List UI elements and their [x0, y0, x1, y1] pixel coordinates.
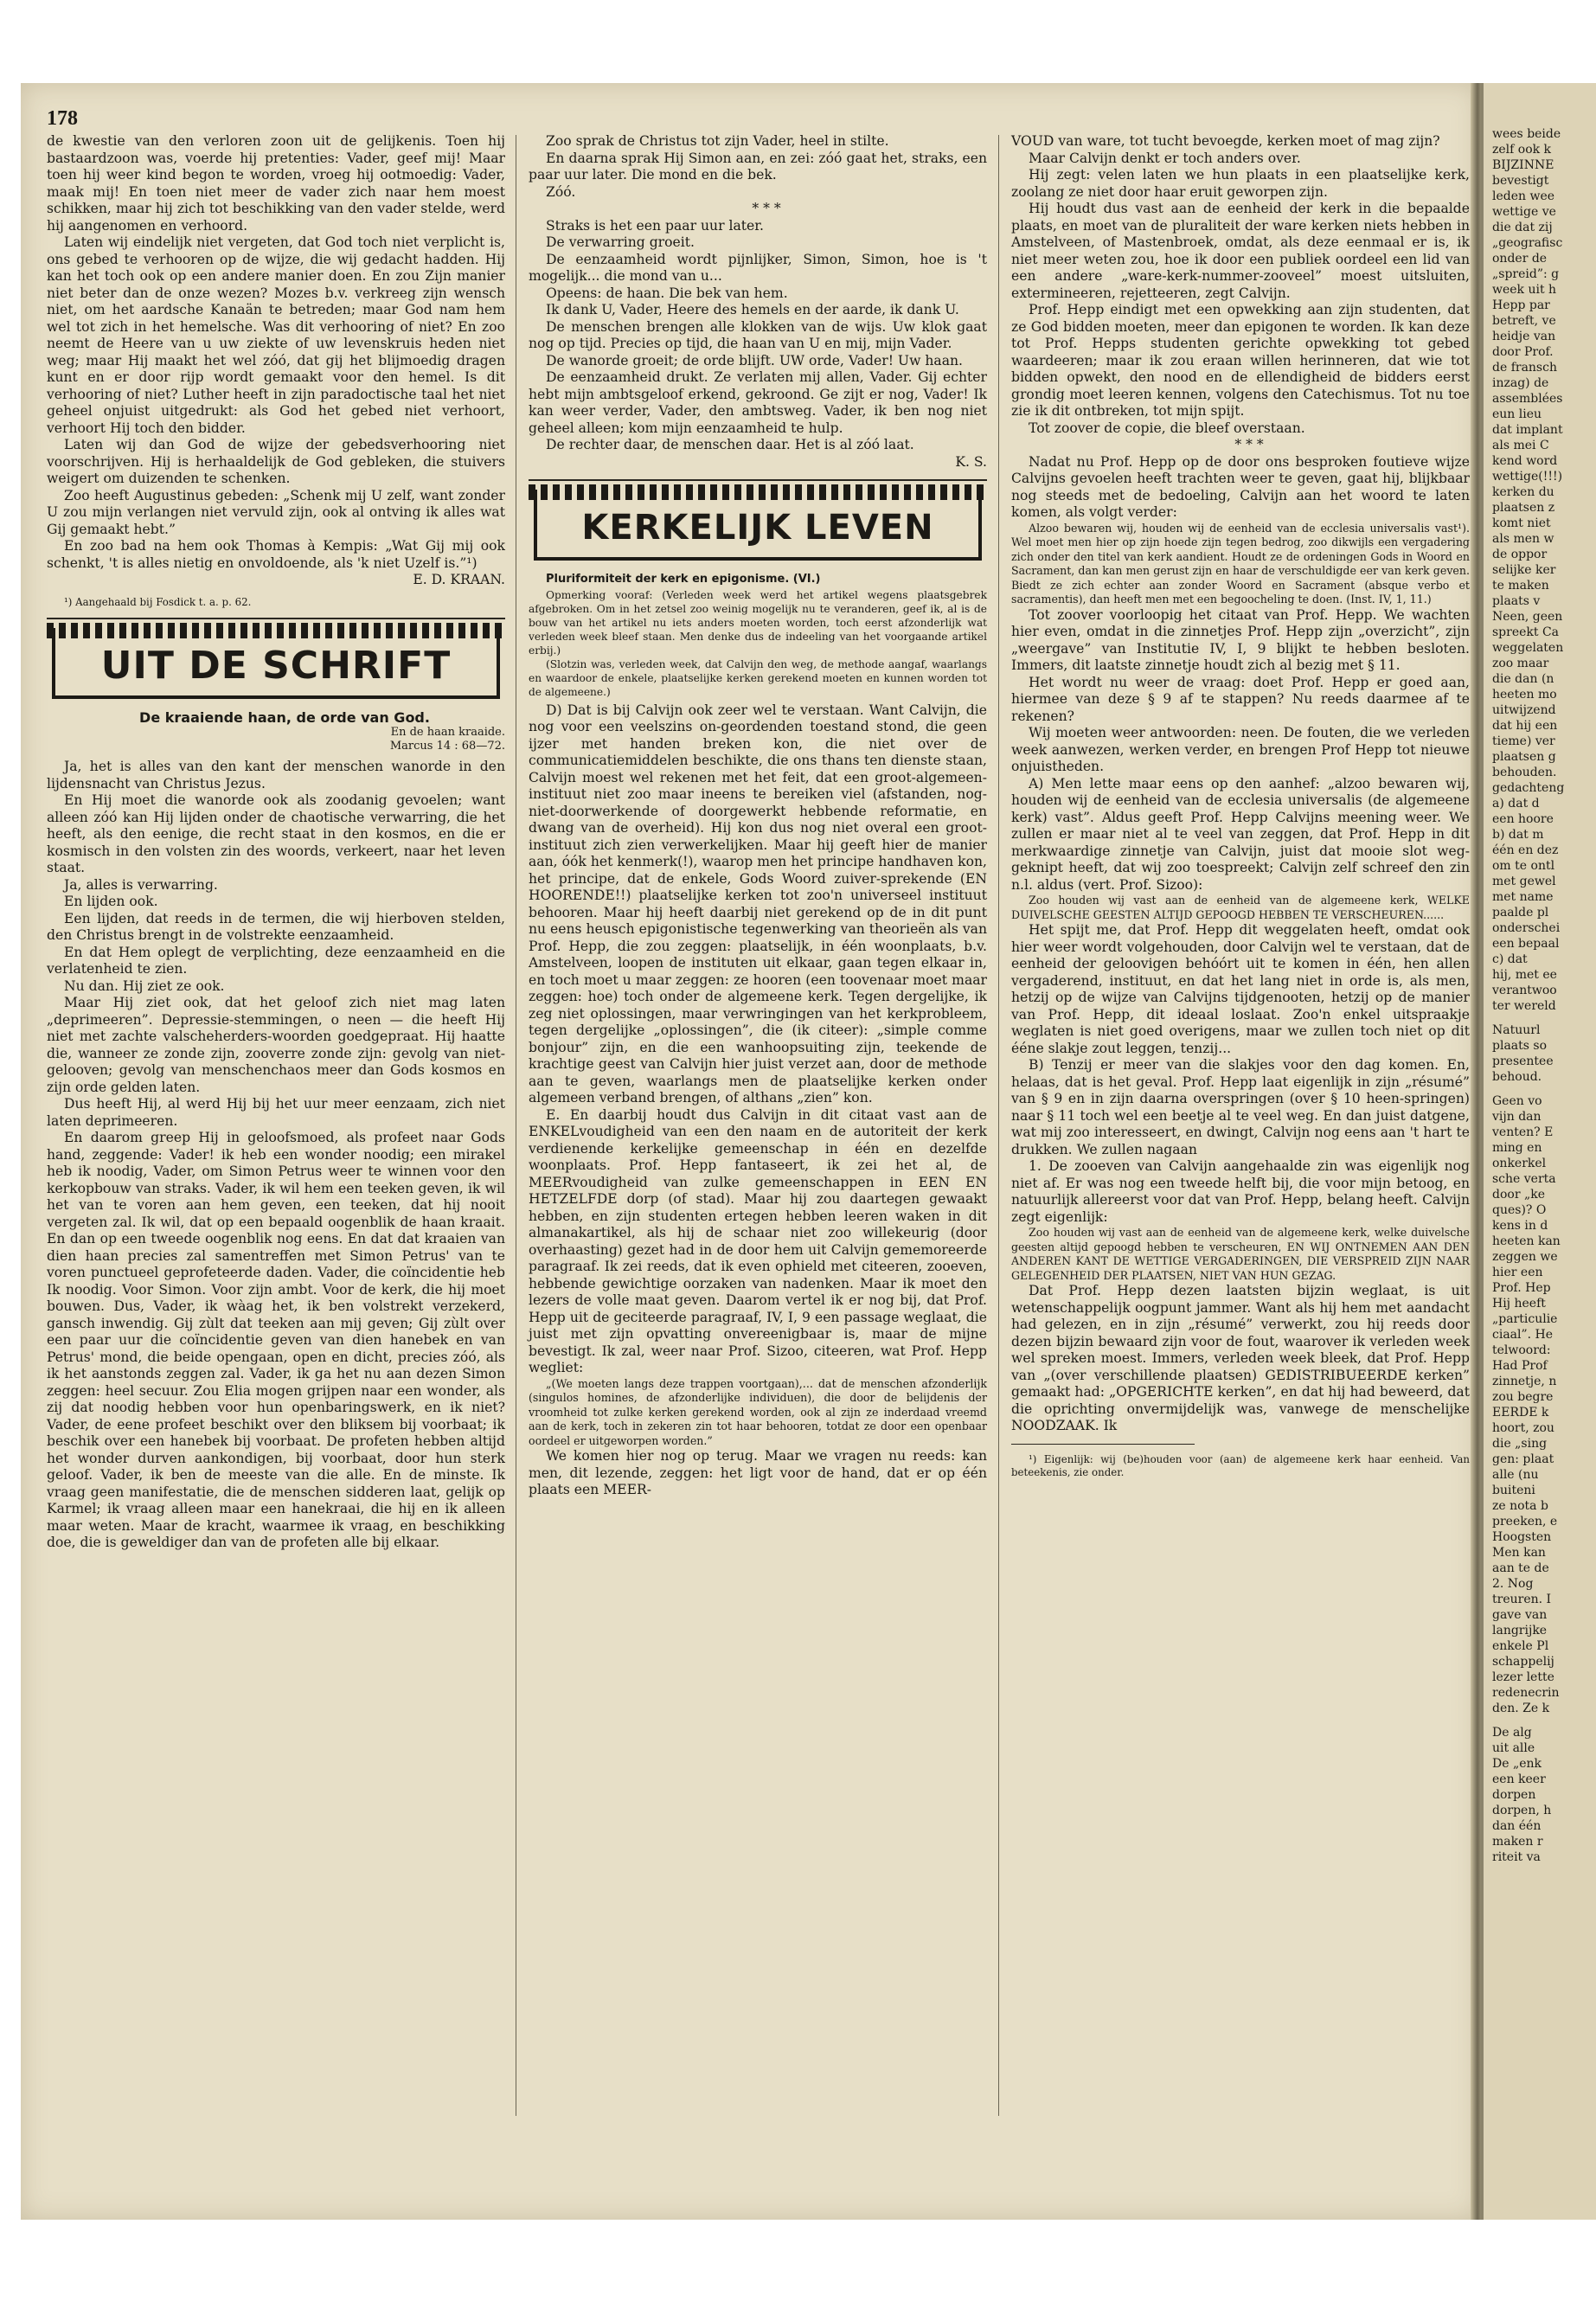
facing-page-line: buiteni: [1492, 1484, 1535, 1497]
facing-page-line: behoud.: [1492, 1070, 1542, 1084]
facing-page-line: door Prof.: [1492, 345, 1554, 359]
block-quote: Alzoo bewaren wij, houden wij de eenheid van de ecclesia universalis vast¹). Wel moet men hier op zijn hoede zijn tegen bedrog, zoo dikwijls een vergadering zich onder den titel van kerk aandient. Houdt ze de ordeningen Gods in Woord en Sacrament, dan kan men gerust zijn en haar de verschuldigde eer van kerk geven. Biedt ze zich echter aan zonder Woord en Sacrament (absque verbo et sacramentis), dan heeft men met een begoocheling te doen. (Inst. IV, 1, 11.): [1011, 521, 1470, 606]
facing-page-line: leden wee: [1492, 189, 1555, 203]
paragraph: de kwestie van den verloren zoon uit de gelijkenis. Toen hij bastaardzoon was, voerde hij pretenties: Vader, geef mij! Maar toen hij weer kind begon te worden, vroeg hij ootmoedig: Vader, maak mij! En toen niet meer de vader zich naar hem moest schikken, maar hij zich tot beschikking van den vader stelde, werd hij aangenomen en verhoord.: [47, 133, 505, 234]
facing-page-line: dat hij een: [1492, 719, 1558, 733]
facing-page-line: maken r: [1492, 1835, 1543, 1849]
poem-line: De wanorde groeit; de orde blijft. UW orde, Vader! Uw haan.: [546, 352, 964, 369]
facing-page-line: kerken du: [1492, 485, 1554, 499]
facing-page-line: hij, met ee: [1492, 968, 1557, 982]
paragraph: En daarna sprak Hij Simon aan, en zei: zóó gaat het, straks, een paar uur later. Die mond en die bek.: [529, 150, 987, 183]
paragraph: Prof. Hepp eindigt met een opwekking aan zijn studenten, dat ze God bidden moeten, meer dan epigonen te worden. Ik kan deze tot Prof. Hepps studenten gerichte opwekking tot gebed waardeeren; maar ik zou eraan willen herinneren, dat wie tot bidden opwekt, den nood en de ellendigheid de bidders eerst grondig moet leeren kennen, volgens den Catechismus. Tot nu toe zie ik dit ontbreken, tot mijn spijt.: [1011, 302, 1470, 419]
facing-page-line: De „enk: [1492, 1757, 1542, 1771]
newspaper-page: [21, 83, 1478, 2220]
paragraph: Tot zoover de copie, die bleef overstaan.: [1029, 420, 1305, 436]
paragraph: E. En daarbij houdt dus Calvijn in dit citaat vast aan de ENKELvoudigheid van een den naam en de autoriteit der kerk verdienende kerkelijke gemeenschap in één en dezelfde woonplaats. Prof. Hepp fantaseert, ik zei het al, de MEERvoudigheid van zulke gemeenschappen in EEN EN HETZELFDE dorp (of stad). Maar hij zou daartegen gewaakt hebben, en zijn studenten ertegen hebben leeren waken in dit almanakartikel, als hij de schaar niet zoo willekeurig (door overhaasting) gezet had in de door hem uit Calvijn gememoreerde paragraaf. Ik zei reeds, dat ik even ophield met citeeren, zooeven, hebbende gewichtige oorzaken van nadenken. Maar ik moet den lezers de volle maat geven. Daarom vertel ik er nog bij, dat Prof. Hepp uit de geciteerde paragraaf, IV, I, 9 een passage weglaat, die juist met zijn opvatting onvereenigbaar is, maar de mijne bevestigt. Ik zal, weer naar Prof. Sizoo, citeeren, wat Prof. Hepp wegliet:: [529, 1106, 987, 1375]
facing-page-line: die dat zij: [1492, 221, 1553, 234]
paragraph: Het wordt nu weer de vraag: doet Prof. Hepp er goed aan, hiermee van deze § 9 af te stappen? Nu reeds daarmee af te rekenen?: [1011, 674, 1470, 724]
facing-page-line: uitwijzend: [1492, 703, 1556, 717]
facing-page-line: Geen vo: [1492, 1094, 1542, 1108]
facing-page-line: sche verta: [1492, 1172, 1556, 1186]
facing-page-line: plaats so: [1492, 1039, 1548, 1053]
intro-note: (Slotzin was, verleden week, dat Calvijn den weg, de methode aangaf, waarlangs en waardoor de enkele, plaatselijke kerken gerekend moeten en kunnen worden tot de algemeene.): [529, 657, 987, 698]
paragraph: Tot zoover voorloopig het citaat van Prof. Hepp. We wachten hier even, omdat in die zinnetjes Prof. Hepp zijn „overzicht”, zijn „weergave” van Institutie IV, I, 9 blijkt te hebben besloten. Immers, dit laatste zinnetje houdt zich al bezig met § 11.: [1011, 606, 1470, 673]
facing-page-line: onkerkel: [1492, 1157, 1547, 1170]
facing-page-line: om te ontl: [1492, 859, 1555, 873]
facing-page-line: kens in d: [1492, 1219, 1548, 1233]
facing-page-line: de oppor: [1492, 548, 1548, 561]
footnote: ¹) Aangehaald bij Fosdick t. a. p. 62.: [64, 595, 252, 608]
facing-page-line: gedachteng: [1492, 781, 1565, 795]
column-3: [1011, 133, 1470, 1479]
facing-page-line: telwoord:: [1492, 1343, 1551, 1357]
facing-page-line: Prof. Hep: [1492, 1281, 1551, 1295]
facing-page-line: Hepp par: [1492, 298, 1550, 312]
facing-page-line: lezer lette: [1492, 1670, 1554, 1684]
facing-page-line: De alg: [1492, 1726, 1532, 1740]
facing-page-line: Hij heeft: [1492, 1297, 1546, 1311]
facing-page-line: komt niet: [1492, 516, 1551, 530]
divider: [529, 479, 987, 481]
facing-page-line: redenecrin: [1492, 1686, 1560, 1700]
facing-page-line: selijke ker: [1492, 563, 1556, 577]
facing-page-line: eun lieu: [1492, 407, 1542, 421]
paragraph: En zoo bad na hem ook Thomas à Kempis: „Wat Gij mij ook schenkt, 't is alles nietig en onvoldoende, als 'k niet Uzelf is.”¹): [47, 538, 505, 571]
facing-page: [1481, 83, 1596, 2220]
poem-line: Straks is het een paar uur later.: [546, 217, 764, 234]
motto-text: En de haan kraaide.: [390, 726, 505, 739]
footnote: ¹) Eigenlijk: wij (be)houden voor (aan) de algemeene kerk haar eenheid. Van beteekenis, zie onder.: [1011, 1452, 1470, 1478]
paragraph: En dat Hem oplegt de verplichting, deze eenzaamheid en die verlatenheid te zien.: [47, 944, 505, 977]
facing-page-line: zoo maar: [1492, 657, 1549, 670]
paragraph: Nu dan. Hij ziet ze ook.: [64, 977, 225, 994]
section-stars: * * *: [1234, 437, 1264, 452]
facing-page-line: die „sing: [1492, 1437, 1548, 1451]
divider: [47, 618, 505, 619]
facing-page-line: „geografisc: [1492, 236, 1563, 250]
facing-page-line: betreft, ve: [1492, 314, 1556, 328]
facing-page-line: ciaal”. He: [1492, 1328, 1554, 1342]
facing-page-line: week uit h: [1492, 283, 1557, 297]
section-title: KERKELIJK LEVEN: [581, 508, 934, 548]
facing-page-line: dorpen, h: [1492, 1804, 1552, 1817]
paragraph: Laten wij eindelijk niet vergeten, dat God toch niet verplicht is, ons gebed te verhooren op de wijze, die wij gedacht hadden. Hij kan het toch ook op een andere manier doen. En zou Zijn manier niet beter dan de onze wezen? Mozes b.v. verkreeg zijn wensch niet, om het aardsche Kanaän te betreden; maar God nam hem wel tot zich in het hemelsche. Was dit verhooring of niet? En zoo neemt de Heere van u uw ziekte of uw levenskruis heden niet weg; maar Hij maakt het wel zóó, dat gij het blijmoedig dragen kunt en er door rijp wordt gemaakt voor den hemel. Is dit verhooring of niet? Luther heeft in zijn paradoctische taal het niet geheel onjuist uitgedrukt: als God het gebed niet verhoort, verhoort Hij toch den bidder.: [47, 234, 505, 436]
facing-page-line: met name: [1492, 890, 1554, 904]
facing-page-line: door „ke: [1492, 1188, 1545, 1202]
signature: K. S.: [955, 453, 987, 470]
paragraph: Het spijt me, dat Prof. Hepp dit weggelaten heeft, omdat ook hier weer wordt volgehouden, door Calvijn wel te verstaan, dat de eenheid der geloovigen behóórt uit te komen in één, hen allen vergaderend, instituut, en dat het lang niet in orde is, als men, hetzij op de wijze van Calvijns tijdgenooten, hetzij op de manier van Prof. Hepp, dit ideaal loslaat. Zoo'n enkel uitspraakje weglaten is niet goed overigens, maar we zullen toch niet op dit ééne slakje zout leggen, tenzij...: [1011, 922, 1470, 1056]
poem-line: De menschen brengen alle klokken van de wijs. Uw klok gaat nog op tijd. Precies op tijd, die haan van U en mij, mijn Vader.: [529, 318, 987, 351]
facing-page-line: de fransch: [1492, 361, 1557, 375]
paragraph: Zoo heeft Augustinus gebeden: „Schenk mij U zelf, want zonder U zou mijn verlangen niet vervuld zijn, ook al ontving ik alles wat Gij gemaakt hebt.”: [47, 487, 505, 537]
facing-page-line: aan te de: [1492, 1561, 1549, 1575]
page-number: 178: [47, 107, 78, 130]
facing-page-line: [1484, 1014, 1596, 1022]
block-quote: „(We moeten langs deze trappen voortgaan),... dat de menschen afzonderlijk (singulos homines, de afzonderlijke individuen), die door de belijdenis der vroomheid tot zulke kerken gerekend worden, ook al zijn ze inderdaad vreemd aan de kerk, toch in zekeren zin tot haar behooren, totdat ze door een openbaar oordeel er uitgeworpen worden.”: [529, 1376, 987, 1447]
poem-line: De verwarring groeit.: [546, 234, 695, 250]
paragraph: Zoo sprak de Christus tot zijn Vader, heel in stilte.: [546, 133, 889, 149]
facing-page-line: een keer: [1492, 1772, 1546, 1786]
facing-page-line: één en dez: [1492, 843, 1559, 857]
facing-page-line: uit alle: [1492, 1741, 1535, 1755]
facing-page-line: a) dat d: [1492, 797, 1540, 811]
facing-page-line: kend word: [1492, 454, 1558, 468]
facing-page-line: spreekt Ca: [1492, 625, 1560, 639]
column-1: [47, 133, 505, 1552]
facing-page-line: als mei C: [1492, 439, 1549, 452]
facing-page-line: weggelaten: [1492, 641, 1564, 655]
poem-line: De eenzaamheid wordt pijnlijker, Simon, Simon, hoe is 't mogelijk... die mond van u...: [529, 251, 987, 284]
facing-page-line: enkele Pl: [1492, 1639, 1549, 1653]
facing-page-line: met gewel: [1492, 875, 1556, 888]
paragraph: Dat Prof. Hepp dezen laatsten bijzin weglaat, is uit wetenschappelijk oogpunt jammer. Want als hij hem met aandacht had gelezen, en in zijn „résumé” verwerkt, zou hij reeds door dezen bijzin bewaard zijn voor de fout, waarover ik verleden week wel spreken moest. Immers, verleden week bleek, dat Prof. Hepp van „(over verschillende plaatsen) GEDISTRIBUEERDE kerken” gemaakt had: „OPGERICHTE kerken”, en dat hij had beweerd, dat die oprichting onvermijdelijk was, vanwege de menschelijke NOODZAAK. Ik: [1011, 1283, 1470, 1433]
facing-page-line: zou begre: [1492, 1390, 1554, 1404]
facing-page-line: dorpen: [1492, 1788, 1536, 1802]
facing-page-line: venten? E: [1492, 1125, 1554, 1139]
signature: E. D. KRAAN.: [413, 572, 505, 587]
paragraph: Ja, het is alles van den kant der menschen wanorde in den lijdensnacht van Christus Jezus.: [47, 759, 505, 792]
facing-page-line: plaatsen g: [1492, 750, 1556, 764]
facing-page-line: ter wereld: [1492, 999, 1556, 1013]
facing-page-line: paalde pl: [1492, 906, 1549, 920]
motto-reference: Marcus 14 : 68—72.: [389, 740, 505, 753]
paragraph: Maar Hij ziet ook, dat het geloof zich niet mag laten „deprimeeren”. Depressie-stemmingen, o neen — die heeft Hij niet met zachte valscheherders-woorden goedgepraat. Hij haatte die, wanneer ze zonde zijn, zooverre zonde zijn: gevolg van niet-gelooven; gevolg van menschenchaos meer dan Gods kosmos en zijn orde gelden laten.: [47, 995, 505, 1095]
facing-page-line: plaats v: [1492, 594, 1541, 608]
paragraph: Wij moeten weer antwoorden: neen. De fouten, die we verleden week aanwezen, werken verder, en brengen Prof Hepp tot nieuwe onjuistheden.: [1011, 725, 1470, 774]
article-title: Pluriformiteit der kerk en epigonisme. (VI.): [546, 573, 821, 586]
facing-page-line: Hoogsten: [1492, 1530, 1552, 1544]
facing-page-line: tieme) ver: [1492, 734, 1555, 748]
facing-page-line: wettige ve: [1492, 205, 1556, 219]
paragraph: Hij houdt dus vast aan de eenheid der kerk in die bepaalde plaats, en moet van de pluraliteit der ware kerken niets hebben in Amstelveen, of Mastenbroek, omdat, als deze eenmaal er is, ik niet meer weten zou, hoe ik door een publiek oordeel een lid van een andere „ware-kerk-nummer-zooveel” moest uitsluiten, extermineeren, rejetteeren, zegt Calvijn.: [1011, 201, 1470, 301]
facing-page-line: heeten mo: [1492, 688, 1557, 702]
paragraph: We komen hier nog op terug. Maar we vragen nu reeds: kan men, dit lezende, zeggen: het ligt voor de hand, dat er op één plaats een MEER-: [529, 1448, 987, 1497]
facing-page-line: treuren. I: [1492, 1593, 1552, 1606]
facing-page-line: assemblées: [1492, 392, 1563, 406]
facing-page-line: 2. Nog: [1492, 1577, 1534, 1591]
paragraph: 1. De zooeven van Calvijn aangehaalde zin was eigenlijk nog niet af. Er was nog een tweede helft bij, die voor mijn betoog, en natuurlijk allereerst voor dat van Prof. Hepp, belang heeft. Calvijn zegt eigenlijk:: [1011, 1158, 1470, 1225]
poem-line: De eenzaamheid drukt. Ze verlaten mij allen, Vader. Gij echter hebt mijn ambtsgeloof erkend, gekroond. Ge zijt er nog, Vader! Ik kan weer verder, Vader, den ambtsweg. Vader, ik ben nog niet geheel alleen; kom mijn eenzaamheid te hulp.: [529, 369, 987, 436]
facing-page-line: BIJZINNE: [1492, 158, 1554, 172]
facing-page-line: wees beide: [1492, 127, 1561, 141]
facing-page-line: bevestigt: [1492, 174, 1549, 188]
facing-page-line: b) dat m: [1492, 828, 1544, 842]
facing-page-line: Neen, geen: [1492, 610, 1563, 624]
facing-page-line: als men w: [1492, 532, 1554, 546]
facing-page-line: zinnetje, n: [1492, 1375, 1557, 1388]
facing-page-line: vijn dan: [1492, 1110, 1542, 1124]
paragraph: En daarom greep Hij in geloofsmoed, als profeet naar Gods hand, zeggende: Vader! ik heb een wonder noodig; een mirakel heb ik noodig, Vader, om Simon Petrus weer te winnen voor den kerkopbouw van straks. Vader, ik wil hem een teeken geven, ik wil het van te voren aan hem geven, een teeken, dat hij nooit vergeten zal. Ik wil, dat op een bepaald oogenblik de haan kraait. En dan op een tweede oogenblik nog eens. En dat dat kraaien van dien haan precies zal samentreffen met Simon Petrus' van te voren punctueel geprofeteerde daden. Vader, die coïncidentie heb Ik noodig. Voor Simon. Voor zijn ambt. Voor de kerk, die hij moet bouwen. Dus, Vader, ik wàag het, ik ben volstrekt verzekerd, gansch inwendig. Gij zùlt dat teeken aan mij geven; Gij zùlt over een paar uur die coïncidentie geven van dien hanebek en van Petrus' mond, die beide opengaan, open en dicht, precies zóó, als ik het aanstonds zeggen zal. Vader, ik ga het nu aan dezen Simon zeggen: heel secuur. Zou Elia mogen grijpen naar een wonder, als zij dat noodig hebben voor hun openbaringswerk, en ik niet? Vader, de eene profeet beschikt over den bliksem bij voorbaat; ik beschik over een hanebek bij voorbaat. De profeten hebben altijd het wonder durven aankondigen, bij voorbaat, door hun sterk geloof. Vader, ik ben de meeste van die alle. En de minste. Ik vraag geen manifestatie, die de menschen sidderen laat, gelijk op Karmel; ik vraag alleen maar een hanekraai, die hij en ik alleen maar weten. Maar de kracht, waarmee ik vraag, en beschikking doe, die is geweldiger dan van de profeten alle bij elkaar.: [47, 1130, 505, 1550]
section-stars: * * *: [752, 201, 781, 216]
paragraph: Maar Calvijn denkt er toch anders over.: [1029, 150, 1301, 166]
paragraph: D) Dat is bij Calvijn ook zeer wel te verstaan. Want Calvijn, die nog voor een veelszins on-geordenden toestand stond, die geen ijzer met handen breken kon, die niet over de communicatiemiddelen beschikte, die ons thans ten dienste staan, Calvijn moest wel rekenen met het feit, dat een groot-algemeen-instituut niet zoo maar ineens te bereiken viel (afstanden, nog-niet-doorwerkende of doorgewerkt hebbende reformatie, en dwang van de overheid). Hij kon dus nog niet overal een groot-instituut zich zien verwerkelijken. Maar hij geeft hier de manier aan, óók het kenmerk(!), waarop men het principe handhaven kon, het principe, dat de enkele, Gods Woord zuiver-sprekende (EN HOORENDE!!) plaatselijke kerken tot zoo'n universeel instituut behooren. Maar hij heeft daarbij niet gerekend op de in dit punt nu eens heusch epigonistische tegenwerking van theorieën als van Prof. Hepp, die zou zeggen: plaatselijk, in één woonplaats, b.v. Amstelveen, loopen de instituten uit elkaar, gaan tegen elkaar in, en toch moet u maar zeggen: ze hooren (een toovenaar moet maar zeggen: hoe) toch onder de algemeene kerk. Tegen dergelijke, ik zeg niet oplossingen, maar verwringingen van het kerkprobleem, tegen dergelijke „oplossingen”, die (ik citeer): „simple comme bonjour” zijn, en die een wanhoopsuiting zijn, teekende de krachtige geest van Calvijn hier juist verzet aan, door de methode aan te geven, waarlangs men de plaatselijke kerken onder algemeen verband brengen, of althans „zien” kon.: [529, 702, 987, 1106]
facing-page-line: presentee: [1492, 1054, 1554, 1068]
facing-page-line: „particulie: [1492, 1312, 1558, 1326]
paragraph: En lijden ook.: [64, 894, 158, 909]
facing-page-line: heeten kan: [1492, 1234, 1561, 1248]
column-rule: [998, 135, 999, 2116]
facing-page-line: c) dat: [1492, 952, 1528, 966]
facing-page-line: onder de: [1492, 252, 1548, 266]
paragraph: Zóó.: [546, 183, 576, 200]
paragraph: Dus heeft Hij, al werd Hij bij het uur meer eenzaam, zich niet laten deprimeeren.: [47, 1096, 505, 1129]
facing-page-line: inzag) de: [1492, 376, 1549, 390]
section-header-kerkelijk-leven: [529, 490, 987, 559]
facing-page-line: [1484, 1085, 1596, 1093]
facing-page-line: Natuurl: [1492, 1023, 1541, 1037]
footnote-rule: [1011, 1444, 1195, 1445]
paragraph: B) Tenzij er meer van die slakjes voor den dag komen. En, helaas, dat is het geval. Prof. Hepp laat eigenlijk in zijn „résumé” van § 9 en in zijn daarna overspringen (over § 10 heen-springen) naar § 11 toch wel een beetje al te veel weg. En dan juist datgene, wat mij zoo interesseert, en dwingt, Calvijn nog eens aan 't hart te drukken. We zullen nagaan: [1011, 1057, 1470, 1157]
facing-page-line: langrijke: [1492, 1624, 1548, 1638]
facing-page-line: ques)? O: [1492, 1203, 1547, 1217]
facing-page-line: behouden.: [1492, 766, 1557, 779]
poem-line: De rechter daar, de menschen daar. Het is al zóó laat.: [546, 437, 914, 452]
facing-page-line: dan één: [1492, 1819, 1542, 1833]
facing-page-line: „spreid”: g: [1492, 267, 1560, 281]
block-quote: Zoo houden wij vast aan de eenheid van de algemeene kerk, WELKE DUIVELSCHE GEESTEN ALTIJD GEPOOGD HEBBEN TE VERSCHEUREN......: [1011, 894, 1470, 921]
column-2: [529, 133, 987, 1499]
article-title: De kraaiende haan, de orde van God.: [139, 708, 430, 726]
facing-page-line: hoort, zou: [1492, 1421, 1554, 1435]
facing-page-line: riteit va: [1492, 1850, 1541, 1864]
facing-page-line: een hoore: [1492, 812, 1554, 826]
facing-page-line: [1484, 1716, 1596, 1725]
facing-page-line: een bepaal: [1492, 937, 1560, 951]
facing-page-line: gave van: [1492, 1608, 1548, 1622]
facing-page-line: die dan (n: [1492, 672, 1554, 686]
section-title: UIT DE SCHRIFT: [100, 643, 452, 688]
facing-page-line: onderschei: [1492, 921, 1561, 935]
facing-page-line: zelf ook k: [1492, 143, 1552, 157]
paragraph: VOUD van ware, tot tucht bevoegde, kerken moet of mag zijn?: [1011, 133, 1440, 149]
paragraph: Een lijden, dat reeds in de termen, die wij hierboven stelden, den Christus brengt in de volstrekte eenzaamheid.: [47, 910, 505, 943]
facing-page-line: dat implant: [1492, 423, 1563, 437]
facing-page-line: heidje van: [1492, 330, 1556, 343]
intro-note: Opmerking vooraf: (Verleden week werd het artikel wegens plaatsgebrek afgebroken. Om in het zetsel zoo weinig mogelijk nu te veranderen, geef ik, al is de bouw van het artikel nu iets anders moeten worden, toch eerst afzonderlijk wat verleden week bleef staan. Men denke dus de indeeling van het voorgaande artikel erbij.): [529, 588, 987, 657]
facing-page-line: plaatsen z: [1492, 501, 1555, 515]
facing-page-line: EERDE k: [1492, 1406, 1549, 1420]
facing-page-line: hier een: [1492, 1266, 1543, 1279]
facing-page-line: Had Prof: [1492, 1359, 1548, 1373]
facing-page-line: verantwoo: [1492, 984, 1557, 997]
facing-page-line: te maken: [1492, 579, 1549, 593]
facing-page-line: gen: plaat: [1492, 1452, 1554, 1466]
facing-page-line: schappelij: [1492, 1655, 1554, 1669]
poem-line: Opeens: de haan. Die bek van hem.: [546, 285, 788, 301]
section-header-uit-de-schrift: [47, 628, 505, 697]
facing-page-line: alle (nu: [1492, 1468, 1539, 1482]
block-quote: Zoo houden wij vast aan de eenheid van de algemeene kerk, welke duivelsche geesten altijd gepoogd hebben te verscheuren, EN WIJ ONTNEMEN AAN DEN ANDEREN KANT DE WETTIGE VERGADERINGEN, DIE VERSPREID ZIJN NAAR GELEGENHEID DER PLAATSEN, NIET VAN HUN GEZAG.: [1011, 1226, 1470, 1282]
facing-page-line: den. Ze k: [1492, 1702, 1550, 1715]
facing-page-line: zeggen we: [1492, 1250, 1558, 1264]
paragraph: En Hij moet die wanorde ook als zoodanig gevoelen; want alleen zóó kan Hij lijden onder de chaotische verwarring, die het heeft, als den eenige, die recht staat in den kosmos, en die er kosmisch in den volsten zin des woords, verkeert, naar het leven staat.: [47, 792, 505, 875]
paragraph: Ja, alles is verwarring.: [64, 876, 218, 893]
facing-page-text: [1484, 83, 1596, 1865]
facing-page-line: ming en: [1492, 1141, 1542, 1155]
facing-page-line: Men kan: [1492, 1546, 1546, 1560]
paragraph: Nadat nu Prof. Hepp op de door ons besproken foutieve wijze Calvijns gevoelen heeft trachten weer te geven, gaat hij, blijkbaar nog steeds met de bedoeling, Calvijn aan het woord te laten komen, als volgt verder:: [1011, 453, 1470, 520]
facing-page-line: ze nota b: [1492, 1499, 1548, 1513]
facing-page-line: wettige(!!!): [1492, 470, 1563, 484]
paragraph: Laten wij dan God de wijze der gebedsverhooring niet voorschrijven. Hij is herhaaldelijk de God gebleken, die stuivers weigert om duizenden te schenken.: [47, 437, 505, 486]
paragraph: A) Men lette maar eens op den aanhef: „alzoo bewaren wij, houden wij de eenheid van de ecclesia universalis (de algemeene kerk) vast”. Aldus geeft Prof. Hepp Calvijns meening weer. We zullen er maar niet al te veel van zeggen, dat Prof. Hepp in dit merkwaardige zinnetje van Calvijn, juist dat mooie slot weg-geknipt heeft, dat wij zoo toespreekt; Calvijn zelf schreef den zin n.l. aldus (vert. Prof. Sizoo):: [1011, 775, 1470, 893]
poem-line: Ik dank U, Vader, Heere des hemels en der aarde, ik dank U.: [546, 302, 959, 317]
paragraph: Hij zegt: velen laten we hun plaats in een plaatselijke kerk, zoolang ze niet door haar eruit geworpen zijn.: [1011, 167, 1470, 200]
facing-page-line: preeken, e: [1492, 1515, 1558, 1529]
